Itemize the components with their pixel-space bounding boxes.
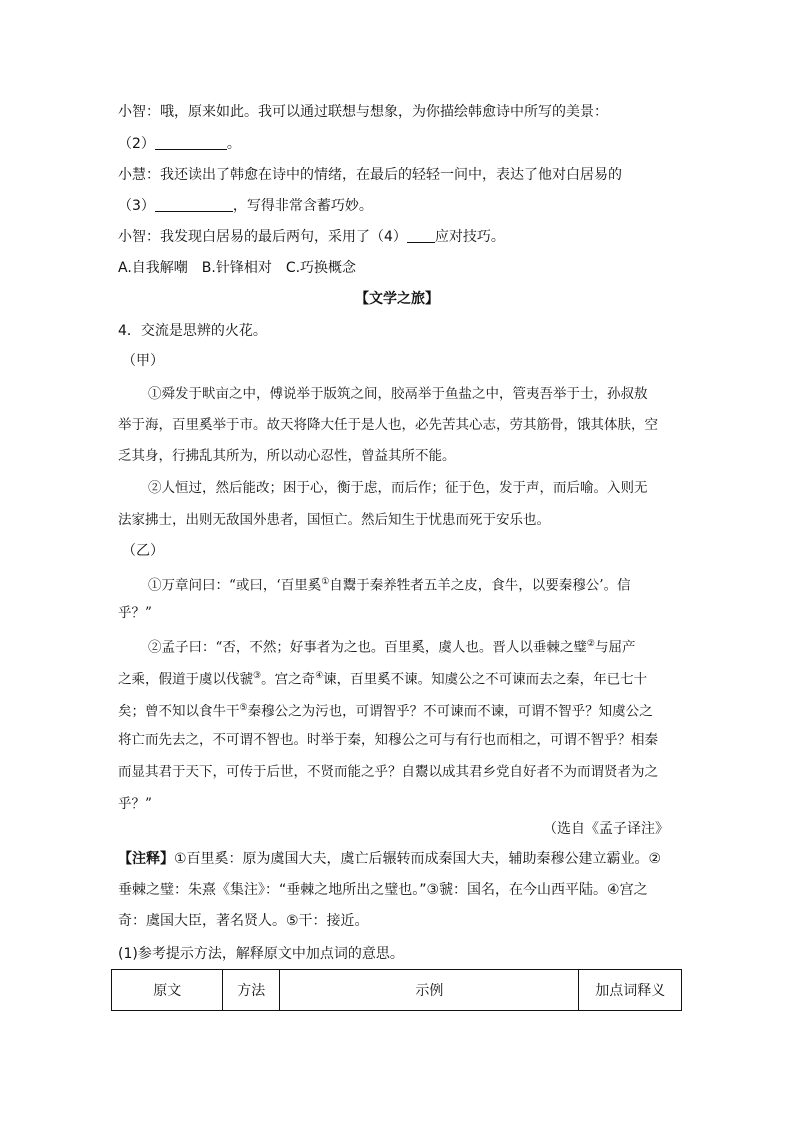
notes-line: 垂棘之璧：朱熹《集注》：“垂棘之地所出之璧也。”③虢：国名，在今山西平陆。④宫之: [118, 882, 648, 898]
dialogue-line-2: （2） 。: [118, 136, 241, 152]
footnote-marker: ⑤: [239, 703, 248, 713]
table-header-cell: 方法: [223, 970, 280, 1011]
text-jia-p1-line: ①舜发于畎亩之中，傅说举于版筑之间，胶鬲举于鱼盐之中，管夷吾举于士，孙叔敖: [148, 386, 648, 402]
footnote-marker: ②: [586, 639, 595, 649]
dialogue-line-4: （3） ，写得非常含蓄巧妙。: [118, 198, 373, 214]
text-jia-p2-line: 法家拂士，出则无敌国外患者，国恒亡。然后知生于忧患而死于安乐也。: [118, 512, 550, 528]
answer-blank-2[interactable]: [155, 135, 227, 150]
text-yi-p1-line: ①万章问曰：“或曰，‘百里奚①自鬻于秦养牲者五羊之皮，食牛，以要秦穆公’。信: [148, 577, 631, 594]
notes-line: 奇：虞国大臣，著名贤人。⑤干：接近。: [118, 913, 369, 929]
answer-blank-3[interactable]: [155, 197, 233, 212]
notes-line: 【注释】①百里奚：原为虞国大夫，虞亡后辗转而成秦国大夫，辅助秦穆公建立霸业。②: [118, 851, 662, 867]
text-yi-label: （乙）: [122, 543, 164, 559]
answer-options: A.自我解嘲 B.针锋相对 C.巧换概念: [118, 260, 357, 276]
text-jia-p1-line: 举于海，百里奚举于市。故天将降大任于是人也，必先苦其心志，劳其筋骨，饿其体肤，空: [118, 417, 658, 433]
sub-question-1: (1)参考提示方法，解释原文中加点词的意思。: [118, 946, 404, 962]
text-yi-p2-line: ②孟子曰：“否，不然；好事者为之也。百里奚，虞人也。晋人以垂棘之璧②与屈产: [148, 639, 636, 656]
notes-label: 【注释】: [118, 851, 174, 867]
text-yi-p1-line: 乎？”: [118, 605, 152, 621]
footnote-marker: ③: [253, 671, 262, 681]
footnote-marker: ①: [321, 577, 330, 587]
source-citation: （选自《孟子译注》: [543, 821, 669, 837]
dialogue-line-3: 小慧：我还读出了韩愈在诗中的情绪，在最后的轻轻一问中，表达了他对白居易的: [118, 167, 622, 183]
text-yi-p2-line: 而显其君于天下，可传于后世，不贤而能之乎？自鬻以成其君乡党自好者不为而谓贤者为之: [118, 764, 658, 780]
section-title: 【文学之旅】: [355, 291, 439, 307]
dialogue-line-5: 小智：我发现白居易的最后两句，采用了（4） 应对技巧。: [118, 229, 505, 245]
text-yi-p2-line: 矣；曾不知以食牛干⑤秦穆公之为污也，可谓智乎？不可谏而不谏，可谓不智乎？知虞公之: [118, 703, 653, 720]
text-yi-p2-line: 将亡而先去之，不可谓不智也。时举于秦，知穆公之可与有行也而相之，可谓不智乎？相秦: [118, 732, 658, 748]
text-jia-p1-line: 乏其身，行拂乱其所为，所以动心忍性，曾益其所不能。: [118, 448, 456, 464]
table-header-cell: 示例: [280, 970, 579, 1011]
footnote-marker: ④: [315, 671, 324, 681]
table-header-row: [112, 970, 682, 1011]
answer-blank-4[interactable]: [407, 228, 435, 243]
text-yi-p2-line: 乎？”: [118, 796, 152, 812]
question-4-stem: 4．交流是思辨的火花。: [118, 323, 267, 339]
method-table: [111, 969, 682, 1011]
table-header-cell: 加点词释义: [579, 970, 682, 1011]
table-header-cell: 原文: [112, 970, 223, 1011]
text-jia-label: （甲）: [122, 353, 164, 369]
dialogue-line-1: 小智：哦，原来如此。我可以通过联想与想象，为你描绘韩愈诗中所写的美景：: [118, 104, 608, 120]
text-jia-p2-line: ②人恒过，然后能改；困于心，衡于虑，而后作；征于色，发于声，而后喻。入则无: [148, 480, 648, 496]
text-yi-p2-line: 之乘，假道于虞以伐虢③。宫之奇④谏，百里奚不谏。知虞公之不可谏而去之秦，年已七十: [118, 671, 648, 688]
